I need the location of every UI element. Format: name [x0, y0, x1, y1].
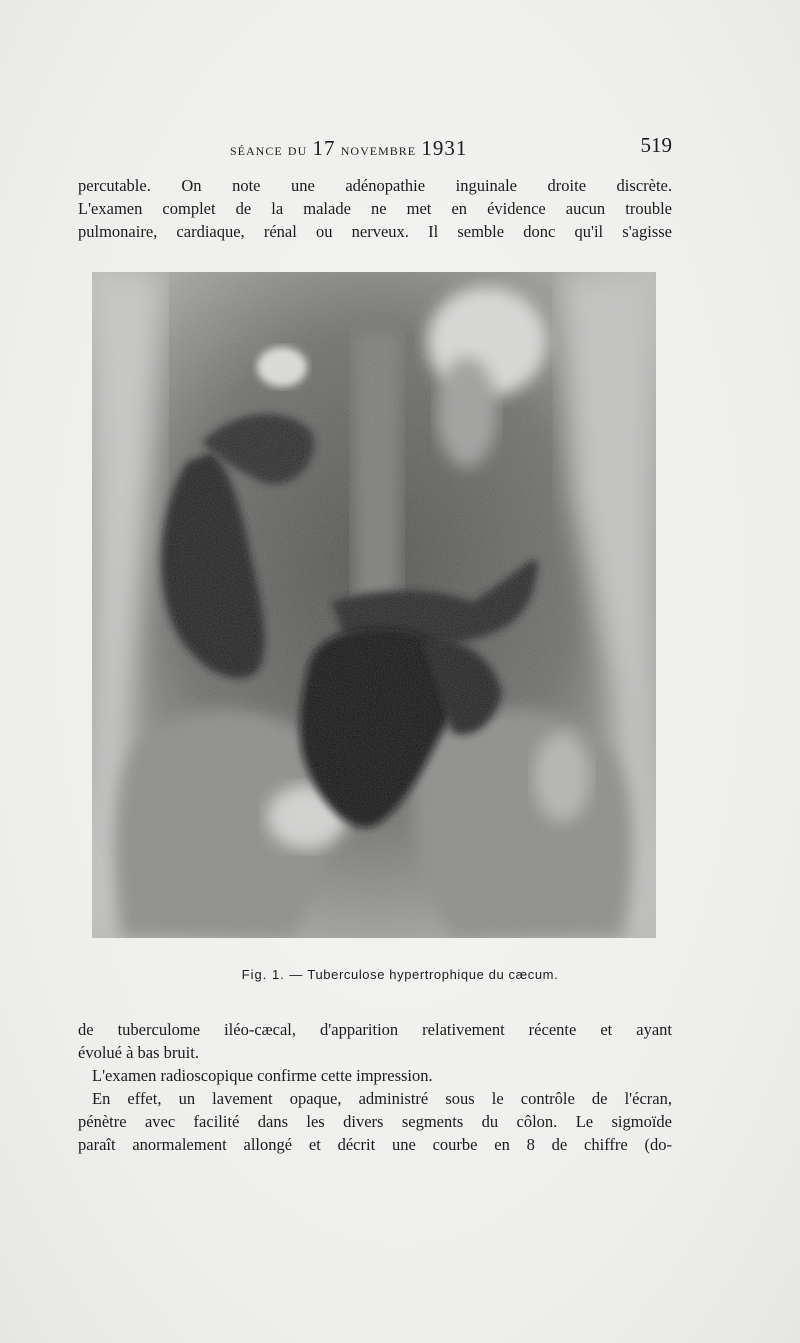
header-title-day: 17: [312, 136, 336, 160]
paragraph-top: [78, 174, 672, 243]
text-line: En effet, un lavement opaque, administré sous le contrôle de l'écran,: [92, 1089, 672, 1108]
paragraph-bottom: [78, 1018, 672, 1156]
header-title-prefix: séance du: [230, 140, 308, 159]
running-header: [230, 132, 672, 162]
radiograph-figure: [92, 272, 656, 938]
text-line: percutable. On note une adénopathie inguinale droite discrète.: [78, 176, 672, 195]
figure-caption-text: Tuberculose hypertrophique du cæcum.: [307, 967, 559, 982]
figure-label: Fig. 1. —: [241, 967, 304, 982]
figure-caption: [0, 967, 800, 982]
text-line: L'examen radioscopique confirme cette impression.: [92, 1066, 433, 1085]
text-line: pénètre avec facilité dans les divers segments du côlon. Le sigmoïde: [78, 1112, 672, 1131]
header-title: [230, 136, 467, 161]
text-line: L'examen complet de la malade ne met en évidence aucun trouble: [78, 199, 672, 218]
text-line: pulmonaire, cardiaque, rénal ou nerveux. Il semble donc qu'il s'agisse: [78, 222, 672, 241]
text-line: évolué à bas bruit.: [78, 1043, 199, 1062]
page-number: 519: [640, 133, 672, 157]
header-title-year: 1931: [421, 136, 468, 160]
text-line: de tuberculome iléo-cæcal, d'apparition relativement récente et ayant: [78, 1020, 672, 1039]
text-line: paraît anormalement allongé et décrit une courbe en 8 de chiffre (do-: [78, 1135, 672, 1154]
radiograph-image: [92, 272, 656, 938]
header-title-month: novembre: [340, 140, 417, 159]
